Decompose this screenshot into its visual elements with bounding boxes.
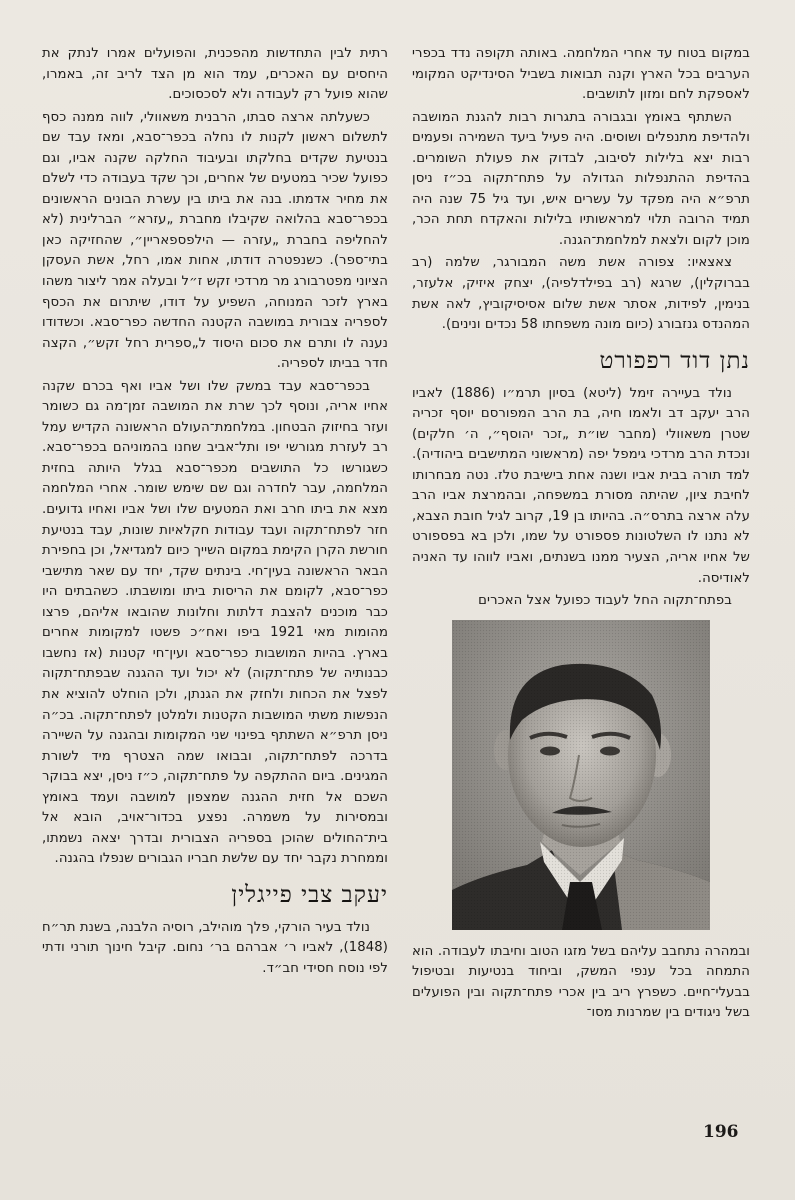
paragraph: השתתף באומץ ובגבורה בתגרות רבות להגנת המושבה ולהדיפת מתנפלים ושוסים. היה פעיל ביעד השמירה ופעמים רבות יצא בלילות לסיבוב, לבדוק את פעולת השומרים. בהדיפת ההתנפלות הגדולה על פתח־תקוה בכ״ז ניסן תרפ״א היה מפקד על עשרים איש, ועד גיל 75 שנה היה תמיד הרובה תלוי למראשותיו בלילות והאקדח תחת הכר, מוכן לקום ולצאת למלחמת־הגנה. <box>412 109 751 248</box>
section-heading-natan-david-rapaport: נתן דוד רפפורט <box>599 347 750 374</box>
left-column <box>42 44 388 980</box>
paragraph: בפתח־תקוה החל לעבוד כפועל אצל האכרים <box>478 593 732 609</box>
section-heading-yaakov-zvi-feiglin: יעקב צבי פייגלין <box>231 881 388 908</box>
paragraph: נולד בעיר הורקי, פלך מוהילב, רוסיה הלבנה, בשנת תר״ח (1848), לאביו ר׳ אברהם בר׳ נחום. קיבל חינוך תורני ודתי לפי נוסח חסידי חב״ד. <box>42 919 388 976</box>
halftone-overlay <box>452 620 710 930</box>
paragraph: בכפר־סבא עבד במשק שלו ושל אביו ואף בכרם שקנה אחיו אריה, ונוסף לכך שרת את המושבה זמן־מה גם כשומר ועזר בחיזוק הבטחון. במלחמת־העולם הראשונה הקדיש עמל רב לעזרת מגורשי יפו ותל־אביב שחנו בהמוניהם בכפר־סבא. כשגורשו כל התושבים מכפר־סבא בגלל היותה בחזית המלחמה, עבר לחדרה וגם שם שימש שומר. אחרי המלחמה מצא את ביתו חרב ואת המטעים שלו ושל אביו ואחיו גדועים. חזר לפתח־תקוה ועבד עבודות חקלאיות שונות, עבד בנטיעת חורשת הקרן הקימת במקום השייך כיום למגדיאל, וכן בחפירת הבאר הראשונה בעין־חי. בינתים שקד, יחד עם שאר מתישבי כפר־סבא, לקומם את הריסות ביתו ומושבתו. כשהבתים היו כבר מוכנים להצבת דלתות וחלונות שהובאו אליהם, פרצו מהומות מאי 1921 ביפו ואח״כ פשטו למקומות אחרים בארץ. בהיות המושבות כפר־סבא ועין־חי קטנות (אז נחשבו כבנותיה של פתח־תקוה) לא יכול ועד ההגנה שבפתח־תקוה לפצל את הכחות ולחזק את הגנתן, ולכן הוחלט להוציא את הנפשות משתי המושבות הקטנות ולמלטן לפתח־תקוה. בכ״ה ניסן תרפ״א השתתף בפינוי שני המקומות ובהגנה על השיירה בדרכה לפתח־תקוה, ובבואו שמה הצטרף מיד לשורת המגינים. ביום ההתקפה על פתח־תקוה, כ״ז ניסן, יצא בבוקר השכם אל חזית ההגנה שמצפון למושבה ועמד באומץ ובמסירות על משמרה. נפצע בכדור־אויב, הובא אל בית־החולים שהוכן בספריה הצבורית ובדרך יצאה נשמתו, וממחרת נקבר יחד עם שלשת חבריו הגבורים שנפלו בהגנה. <box>42 378 388 867</box>
portrait-image <box>452 620 710 930</box>
paragraph: במקום בטוח עד אחרי המלחמה. באותה תקופה נדד בכפרי הערבים בכל הארץ וקנה תבואות בשביל הסינדיקט המקומי לאספקת לחם ומזון לתושבים. <box>412 46 750 103</box>
paragraph: רתית לבין התחדשות מהפכנית, והפועלים אמרו לנתק את היחסים עם האכרים, עמד הוא מן הצד לריב זה, באמרו, שהוא פועל רק לעבודה ולא לסכסוכים. <box>42 46 388 103</box>
paragraph: נולד בעיירה זימל (ליטא) בסיון תרמ״ו (1886) לאביו הרב יעקב דב ולאמו חיה, בת הרב המפורסם יוסף זכריה שטרן משאוולי (מחבר שו״ת „זכר יהוסף״, ה׳ חלקים) ונכדת הרב מרדכי גימפל יפה (מראשוני המתישבים ביהודיה). למד תורה בבית אביו ושנה אחת בישיבת טלז. נטה מבחרותו לחיבת ציון, שהיתה מסורת במשפחה, ובהמרצת אביו הרב עלה ארצה בתרס״ה. בהיותו בן 19, קרוב לגיל חובת הצבא, לא נתנו לו השלטונות פספורט על שמו, ולכן בא בפספורט של אחיו אריה, הצעיר ממנו בשנתים, ואביו לווהו עד האניה לאודיסה. <box>412 385 750 586</box>
paragraph-descendants: צאצאיו: צפורה אשת משה המבורגר, שלמה (רב בברוקלין), שרגא (רב בפילדלפיה), יצחק איזיק, אלעזר, בנימין, לפידות, אסתר אשת שלום אסיסיקוביץ, לאה אשת המהנדס גנזבורג (כיום מונה משפחתו 58 נכדים ונינים). <box>412 255 750 333</box>
paragraph: כשעלתה ארצה סבתו, הרבנית משאוולי, לווה ממנה כסף לתשלום ראשון לקנות לו נחלה בכפר־סבא, ומאז עבד שם בנטיעת שקדים בחלקתו ובעיבוד החלקה שקנה אביו, וגם כפועל שכיר במטעים של אחרים, וכך שקד בעבודה כדי לשלם את מחיר אדמתו. בנה את ביתו בין עשרת הבונים הראשונים בכפר־סבא בהלואה שקיבלו מחברת „עזרא״ הברלינית (לא להחליפה בחברת „עזרה — הילפספאריין״, שהחזיקה כאן בתי־ספר). כשנפטרה דודתו, אחות אמו, רחל, אשת העסקן הציוני מפטרבורג מר מרדכי זקש ז״ל ובעלה אמר ליצור משהו בארץ לזכר המנוחה, השפיע על דודו, שיתרום את הכסף לספריה צבורית במושבה הקטנה החדשה כפר־סבא. וכשדודו נענה לו ותרם את סכום היסוד ל„ספרית רחל זקש״, הקצה חדר בביתו לספריה. <box>42 109 388 372</box>
paragraph: ובמהרה נתחבב עליהם בשל מזגו הטוב וחיבתו לעבודה. הוא התמחה בכל ענפי המשק, וביחוד בנטיעות ובטיפול בבעלי־חיים. כשפרץ ריב בין אכרי פתח־תקוה ובין הפועלים בשל ניגודים בין שמרנות מסו־ <box>412 943 750 1021</box>
page-number: 196 <box>703 1122 739 1142</box>
portrait-photo <box>452 620 710 930</box>
right-column <box>412 44 750 1024</box>
